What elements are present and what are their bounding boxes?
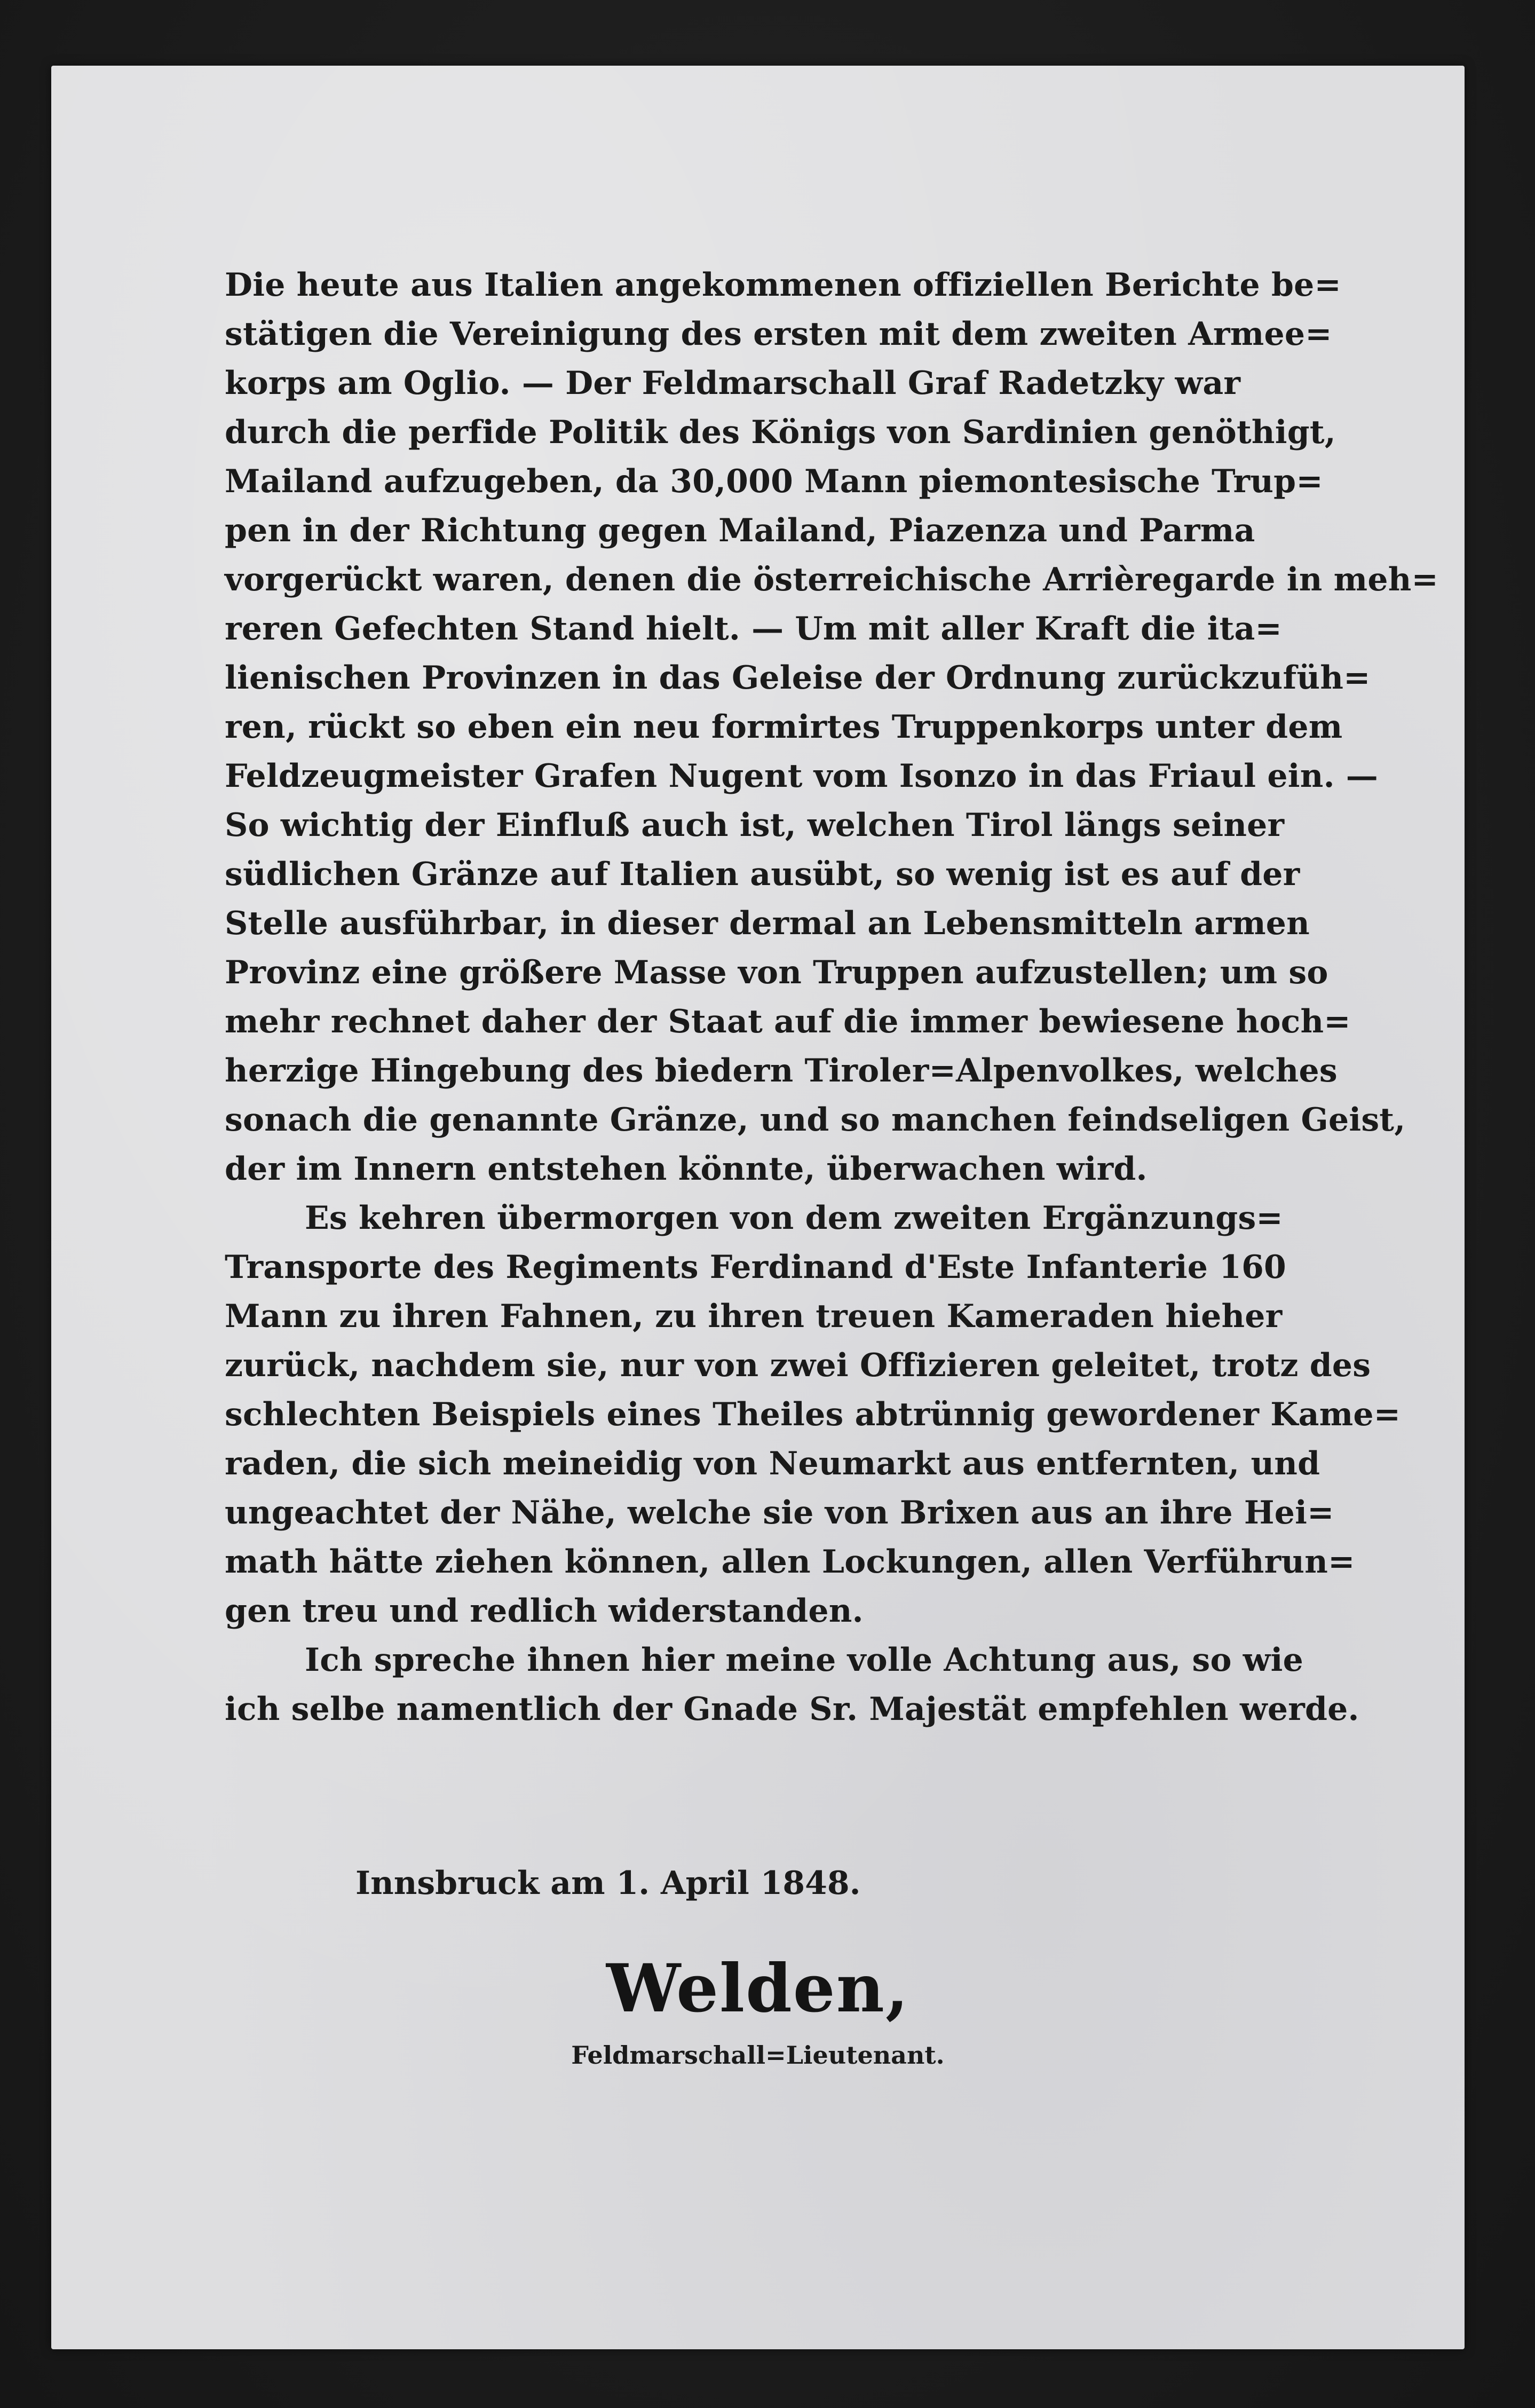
text-line: südlichen Gränze auf Italien ausübt, so wenig ist es auf der [225,856,1300,893]
body-text [225,260,1438,1734]
text-line: Feldzeugmeister Grafen Nugent vom Isonzo in das Friaul ein. — [225,757,1378,795]
text-line: schlechten Beispiels eines Theiles abtrünnig gewordener Kame= [225,1396,1401,1433]
text-line: lienischen Provinzen in das Geleise der Ordnung zurückzufüh= [225,659,1371,697]
text-line: Stelle ausführbar, in dieser dermal an Lebensmitteln armen [225,905,1310,942]
text-line: ich selbe namentlich der Gnade Sr. Majestät empfehlen werde. [225,1691,1359,1728]
text-line: ren, rückt so eben ein neu formirtes Truppenkorps unter dem [225,708,1343,746]
text-line: Die heute aus Italien angekommenen offiziellen Berichte be= [225,266,1342,304]
text-line: reren Gefechten Stand hielt. — Um mit aller Kraft die ita= [225,610,1283,648]
text-line: der im Innern entstehen könnte, überwachen wird. [225,1150,1148,1188]
dateline: Innsbruck am 1. April 1848. [355,1865,861,1902]
text-line: sonach die genannte Gränze, und so manchen feindseligen Geist, [225,1101,1406,1139]
text-line: ungeachtet der Nähe, welche sie von Brixen aus an ihre Hei= [225,1494,1334,1531]
text-line: Provinz eine größere Masse von Truppen aufzustellen; um so [225,954,1328,991]
signature: Welden, [606,1950,910,2027]
text-line: mehr rechnet daher der Staat auf die immer bewiesene hoch= [225,1003,1351,1040]
text-line: stätigen die Vereinigung des ersten mit dem zweiten Armee= [225,315,1332,353]
text-line: Es kehren übermorgen von dem zweiten Ergänzungs= [305,1199,1283,1237]
text-line: herzige Hingebung des biedern Tiroler=Alpenvolkes, welches [225,1052,1338,1089]
text-line: durch die perfide Politik des Königs von Sardinien genöthigt, [225,414,1336,451]
text-line: raden, die sich meineidig von Neumarkt aus entfernten, und [225,1445,1320,1482]
text-line: gen treu und redlich widerstanden. [225,1592,864,1630]
text-line: vorgerückt waren, denen die österreichische Arrièregarde in meh= [225,561,1438,598]
document-sheet [51,66,1465,2349]
paragraph-2 [225,1194,1401,1636]
text-line: math hätte ziehen können, allen Lockungen, allen Verführun= [225,1543,1355,1581]
text-line: Transporte des Regiments Ferdinand d'Este Infanterie 160 [225,1249,1287,1286]
paragraph-1 [225,260,1438,1194]
text-line: Mann zu ihren Fahnen, zu ihren treuen Kameraden hieher [225,1298,1283,1335]
signatory-rank: Feldmarschall=Lieutenant. [571,2041,945,2070]
paragraph-3 [225,1636,1359,1734]
text-line: korps am Oglio. — Der Feldmarschall Graf Radetzky war [225,365,1241,402]
text-line: Mailand aufzugeben, da 30,000 Mann piemontesische Trup= [225,463,1323,500]
text-line: pen in der Richtung gegen Mailand, Piazenza und Parma [225,512,1255,549]
text-line: zurück, nachdem sie, nur von zwei Offizieren geleitet, trotz des [225,1347,1371,1384]
text-line: So wichtig der Einfluß auch ist, welchen Tirol längs seiner [225,807,1285,844]
text-line: Ich spreche ihnen hier meine volle Achtung aus, so wie [305,1641,1304,1679]
